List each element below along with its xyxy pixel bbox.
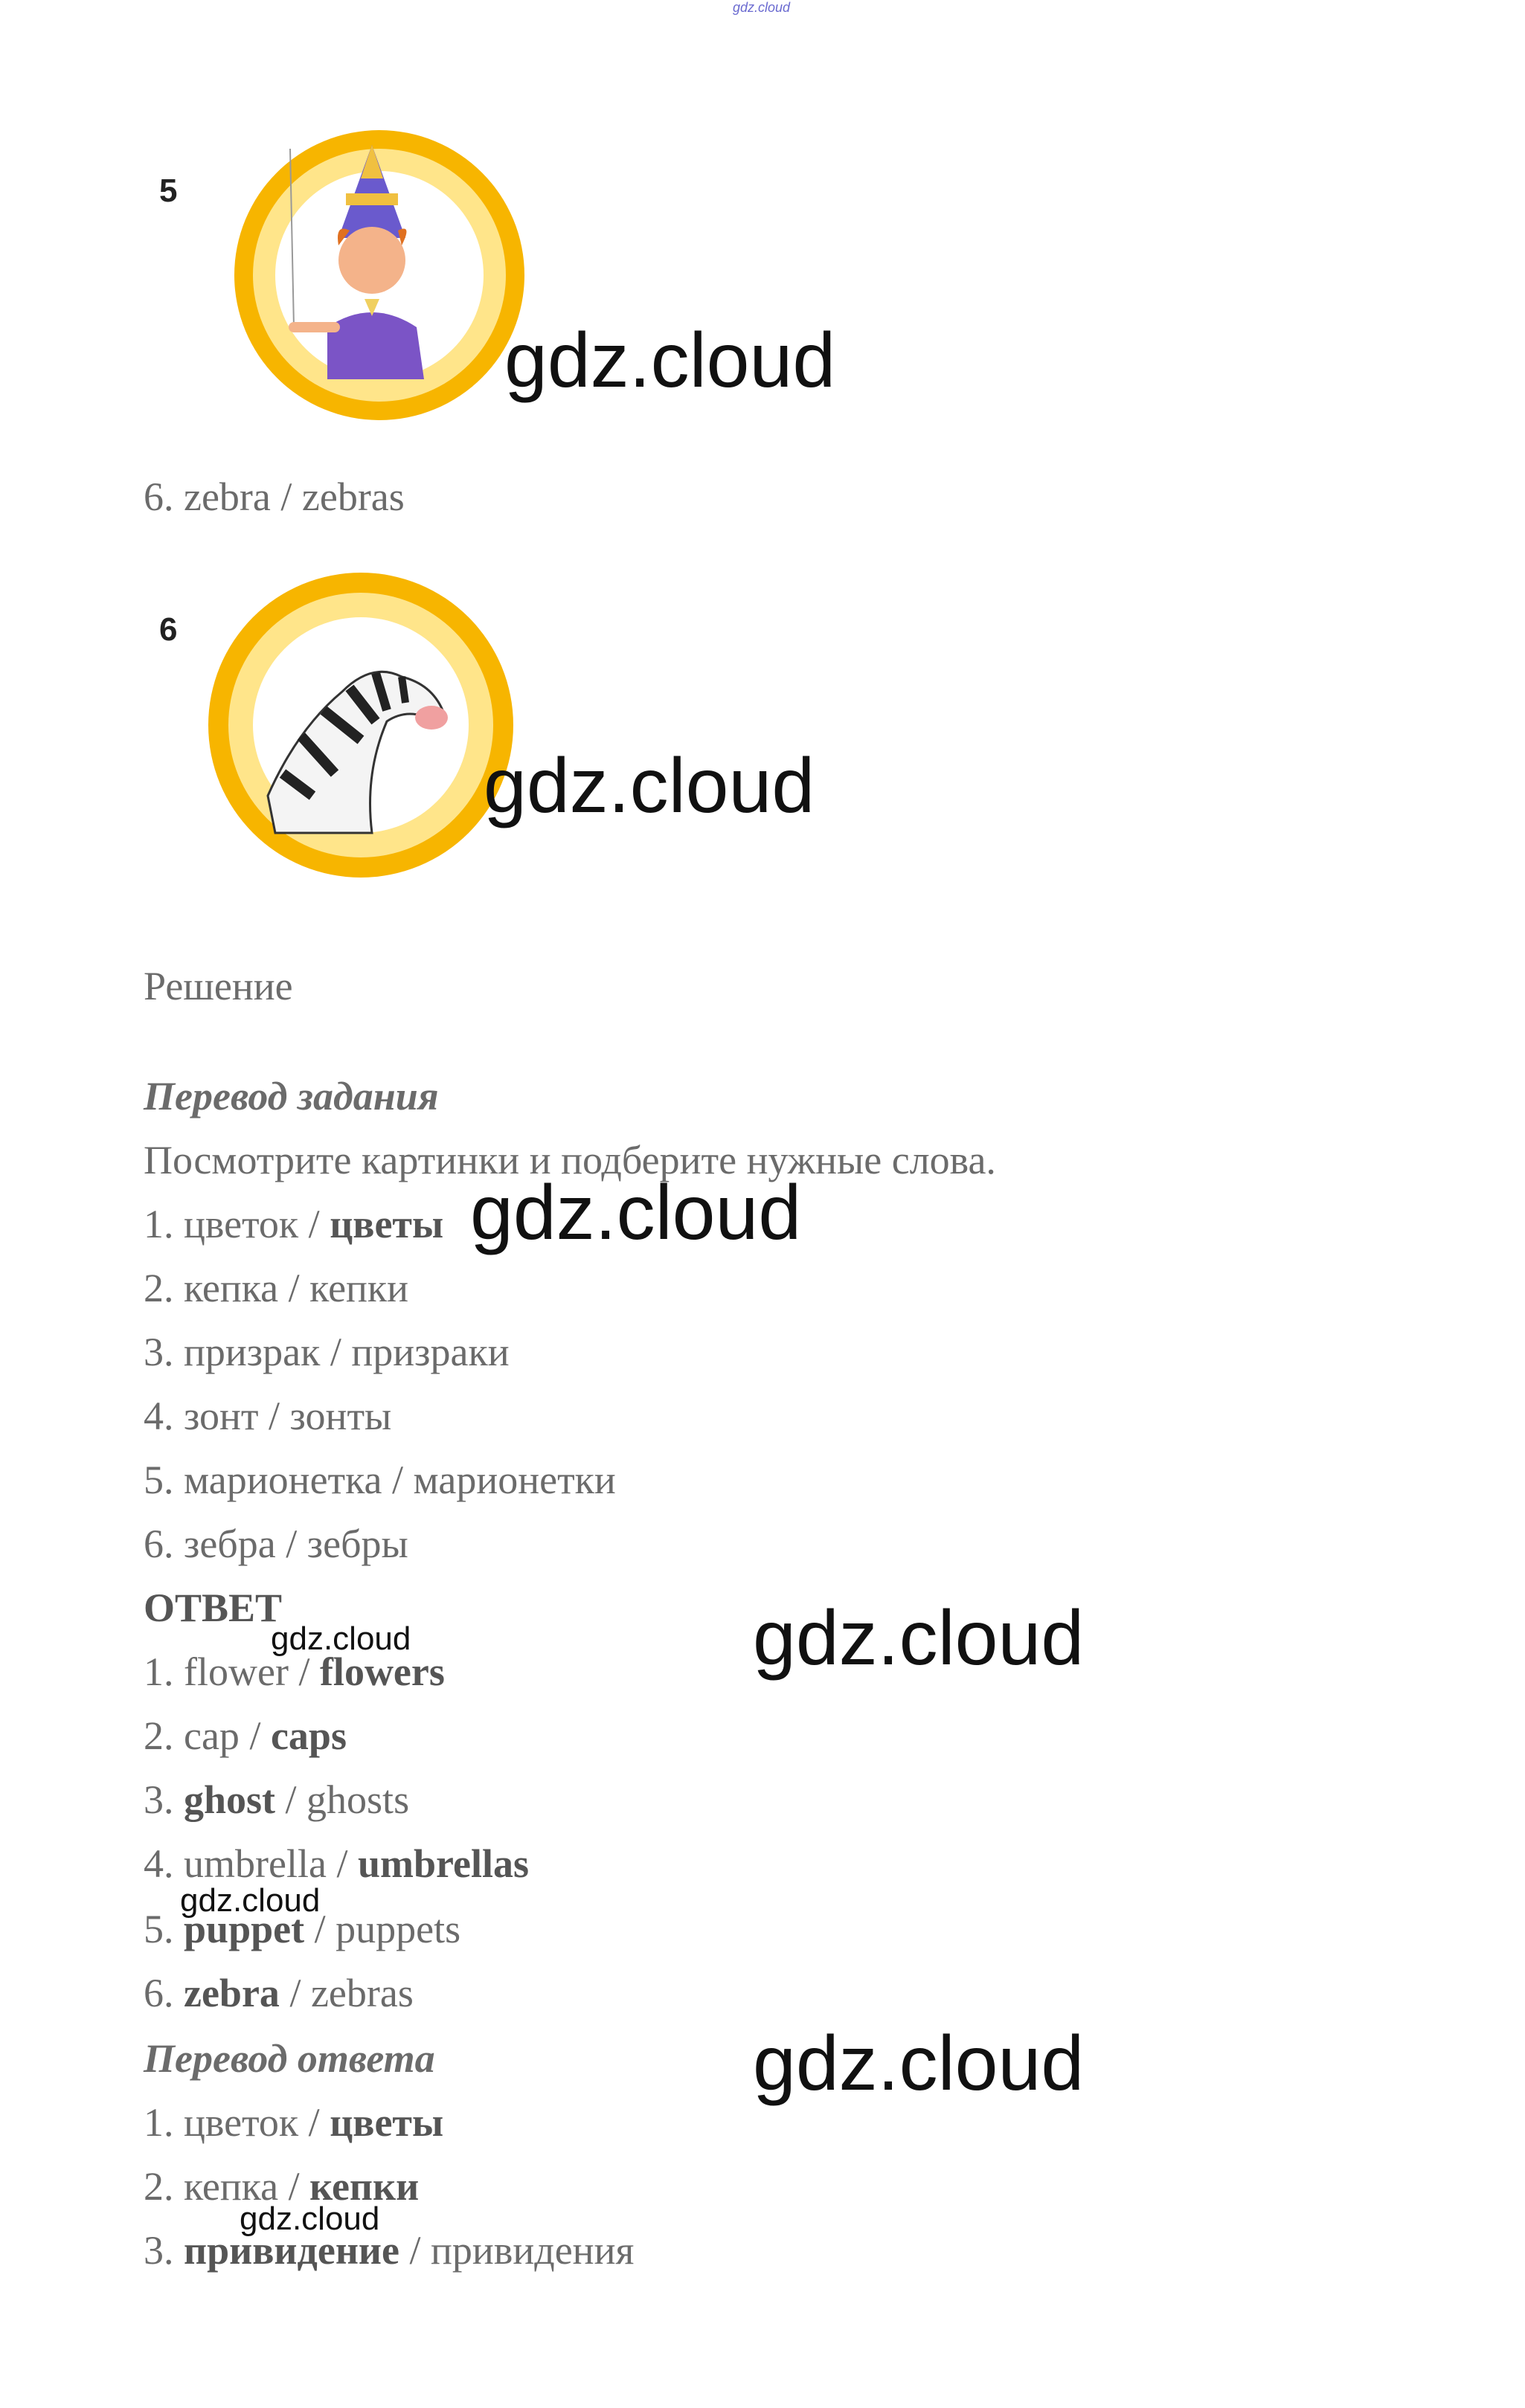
item-singular: puppet [184, 1907, 305, 1951]
answer-item-2: 2. cap / caps [144, 1713, 347, 1758]
watermark: gdz.cloud [271, 1620, 411, 1657]
item-plural: zebras [310, 1971, 414, 2015]
item-plural: umbrellas [357, 1841, 529, 1886]
item-plural: марионетки [413, 1458, 616, 1502]
item-singular: зонт [184, 1394, 259, 1438]
item-number: 5. [144, 1458, 174, 1502]
item-number: 1. [144, 1649, 174, 1694]
item-singular: flower [184, 1649, 289, 1694]
task-translation-heading: Перевод задания [144, 1074, 439, 1118]
task-item-5: 5. марионетка / марионетки [144, 1458, 616, 1502]
item-plural: призраки [351, 1330, 510, 1374]
item-number: 3. [144, 1777, 174, 1822]
item-number: 3. [144, 1330, 174, 1374]
watermark: gdz.cloud [504, 318, 836, 404]
picture-number: 6 [159, 611, 178, 648]
item-number: 3. [144, 2228, 174, 2273]
answer-translation-heading: Перевод ответа [144, 2036, 435, 2081]
item-number: 2. [144, 1713, 174, 1758]
item-number: 4. [144, 1394, 174, 1438]
item-number: 4. [144, 1841, 174, 1886]
answer-translation-item-3: 3. привидение / привидения [144, 2228, 635, 2273]
item-singular: марионетка [184, 1458, 382, 1502]
picture-number: 5 [159, 173, 178, 209]
top-watermark: gdz.cloud [733, 0, 791, 15]
item-singular: зебра [184, 1522, 276, 1566]
picture-zebra [149, 550, 536, 900]
task-item-4: 4. зонт / зонты [144, 1394, 392, 1438]
item-plural: flowers [319, 1649, 445, 1694]
item-singular: цветок [184, 1202, 299, 1246]
item-number: 1. [144, 1202, 174, 1246]
item-plural: caps [270, 1713, 347, 1758]
puppet-illustration [149, 104, 536, 446]
item-singular: ghost [184, 1777, 276, 1822]
item-singular: cap [184, 1713, 240, 1758]
item-singular: кепка [184, 2164, 279, 2209]
item-singular: призрак [184, 1330, 321, 1374]
zebra-illustration [149, 550, 536, 900]
item-number: 5. [144, 1907, 174, 1951]
answer-item-3: 3. ghost / ghosts [144, 1777, 410, 1822]
watermark: gdz.cloud [753, 2021, 1085, 2107]
item-plural: кепки [309, 1266, 409, 1310]
item-number: 2. [144, 2164, 174, 2209]
item-plural: ghosts [306, 1777, 410, 1822]
answer-item-4: 4. umbrella / umbrellas [144, 1841, 529, 1886]
task-item-2: 2. кепка / кепки [144, 1266, 409, 1310]
task-item-6: 6. зебра / зебры [144, 1522, 408, 1566]
item-plural: зебры [306, 1522, 408, 1566]
item-plural: puppets [336, 1907, 461, 1951]
solution-label: Решение [144, 964, 293, 1008]
item-number: 6. [144, 1522, 174, 1566]
task-item-1: 1. цветок / цветы [144, 1202, 444, 1246]
item-number: 2. [144, 1266, 174, 1310]
item-singular: zebra [184, 1971, 280, 2015]
watermark: gdz.cloud [753, 1595, 1085, 1681]
picture-puppet [149, 104, 536, 446]
item-plural: цветы [330, 2100, 444, 2145]
item-singular: umbrella [184, 1841, 327, 1886]
answer-item-1: 1. flower / flowers [144, 1649, 445, 1694]
watermark: gdz.cloud [484, 743, 815, 829]
item-plural: цветы [330, 1202, 444, 1246]
item-plural: привидения [431, 2228, 635, 2273]
item-singular: кепка [184, 1266, 279, 1310]
task-instruction: Посмотрите картинки и подберите нужные слова. [144, 1138, 996, 1182]
watermark: gdz.cloud [240, 2201, 380, 2237]
task-item-3: 3. призрак / призраки [144, 1330, 510, 1374]
item-plural: кепки [309, 2164, 420, 2209]
item-plural: зонты [289, 1394, 392, 1438]
watermark: gdz.cloud [470, 1170, 802, 1256]
item-singular: цветок [184, 2100, 299, 2145]
item-singular: привидение [184, 2228, 400, 2273]
answer-translation-item-2: 2. кепка / кепки [144, 2164, 420, 2209]
answer-item-5: 5. puppet / puppets [144, 1907, 461, 1951]
watermark: gdz.cloud [180, 1882, 321, 1919]
item-number: 1. [144, 2100, 174, 2145]
answer-translation-item-1: 1. цветок / цветы [144, 2100, 444, 2145]
answer-heading: ОТВЕТ [144, 1586, 283, 1630]
item-number: 6. [144, 1971, 174, 2015]
answer-item-6: 6. zebra / zebras [144, 1971, 414, 2015]
caption-zebra: 6. zebra / zebras [144, 474, 405, 519]
